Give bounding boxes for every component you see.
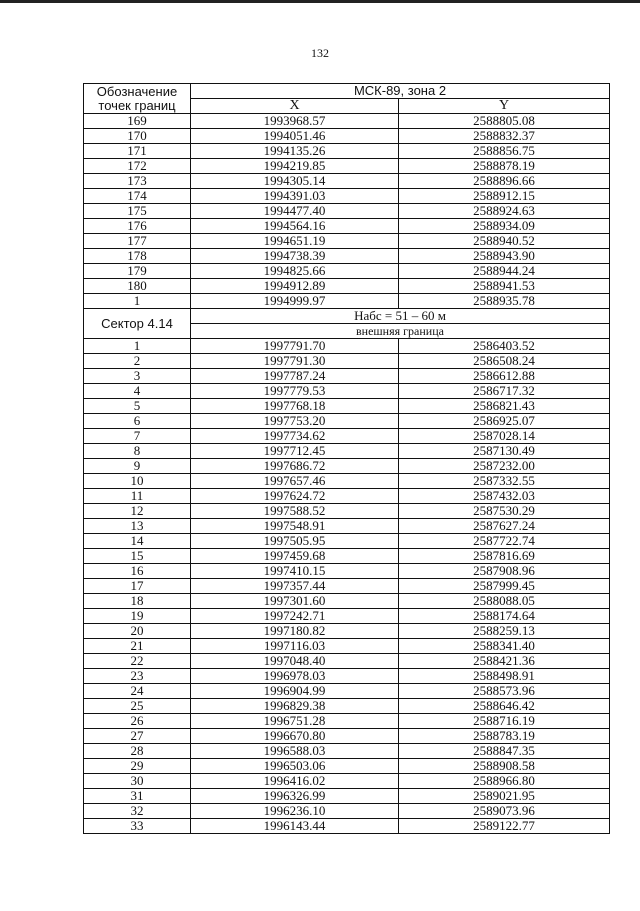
point-number-cell: 2 <box>84 354 191 369</box>
y-coordinate-cell: 2588646.42 <box>399 699 610 714</box>
table-row <box>84 114 610 129</box>
x-coordinate-cell: 1994051.46 <box>191 129 399 144</box>
x-coordinate-cell: 1997779.53 <box>191 384 399 399</box>
point-number-cell: 10 <box>84 474 191 489</box>
y-coordinate-cell: 2588498.91 <box>399 669 610 684</box>
point-number-cell: 12 <box>84 504 191 519</box>
y-coordinate-cell: 2588908.58 <box>399 759 610 774</box>
y-coordinate-cell: 2588832.37 <box>399 129 610 144</box>
table-row <box>84 579 610 594</box>
y-coordinate-cell: 2588573.96 <box>399 684 610 699</box>
x-coordinate-cell: 1994564.16 <box>191 219 399 234</box>
point-number-cell: 30 <box>84 774 191 789</box>
y-coordinate-cell: 2588341.40 <box>399 639 610 654</box>
table-row <box>84 624 610 639</box>
table-row <box>84 564 610 579</box>
y-coordinate-cell: 2587130.49 <box>399 444 610 459</box>
point-number-cell: 26 <box>84 714 191 729</box>
y-column-header: Y <box>399 99 610 114</box>
point-number-cell: 172 <box>84 159 191 174</box>
y-coordinate-cell: 2587627.24 <box>399 519 610 534</box>
x-coordinate-cell: 1994738.39 <box>191 249 399 264</box>
y-coordinate-cell: 2586508.24 <box>399 354 610 369</box>
point-label-line1: Обозначение <box>96 83 178 99</box>
point-number-cell: 18 <box>84 594 191 609</box>
x-coordinate-cell: 1994999.97 <box>191 294 399 309</box>
table-row <box>84 639 610 654</box>
table-row <box>84 264 610 279</box>
point-number-cell: 32 <box>84 804 191 819</box>
point-number-cell: 180 <box>84 279 191 294</box>
y-coordinate-cell: 2586612.88 <box>399 369 610 384</box>
scan-edge <box>0 0 640 3</box>
x-coordinate-cell: 1997712.45 <box>191 444 399 459</box>
y-coordinate-cell: 2588940.52 <box>399 234 610 249</box>
table-row <box>84 189 610 204</box>
x-coordinate-cell: 1997048.40 <box>191 654 399 669</box>
x-coordinate-cell: 1994651.19 <box>191 234 399 249</box>
table-row <box>84 699 610 714</box>
y-coordinate-cell: 2587908.96 <box>399 564 610 579</box>
point-number-cell: 5 <box>84 399 191 414</box>
y-coordinate-cell: 2589073.96 <box>399 804 610 819</box>
table-row <box>84 399 610 414</box>
point-number-cell: 7 <box>84 429 191 444</box>
x-coordinate-cell: 1997357.44 <box>191 579 399 594</box>
x-coordinate-cell: 1997753.20 <box>191 414 399 429</box>
point-number-cell: 176 <box>84 219 191 234</box>
coordinate-system-header: МСК-89, зона 2 <box>191 84 610 99</box>
table-row <box>84 609 610 624</box>
x-coordinate-cell: 1997657.46 <box>191 474 399 489</box>
point-number-cell: 4 <box>84 384 191 399</box>
point-number-cell: 169 <box>84 114 191 129</box>
point-number-cell: 9 <box>84 459 191 474</box>
x-coordinate-cell: 1996751.28 <box>191 714 399 729</box>
y-coordinate-cell: 2588805.08 <box>399 114 610 129</box>
sector-boundary: внешняя граница <box>191 324 610 339</box>
point-number-cell: 178 <box>84 249 191 264</box>
sector-row <box>84 309 610 324</box>
y-coordinate-cell: 2588912.15 <box>399 189 610 204</box>
y-coordinate-cell: 2587232.00 <box>399 459 610 474</box>
point-number-cell: 14 <box>84 534 191 549</box>
y-coordinate-cell: 2586717.32 <box>399 384 610 399</box>
table-row <box>84 129 610 144</box>
table-row <box>84 459 610 474</box>
x-coordinate-cell: 1997410.15 <box>191 564 399 579</box>
y-coordinate-cell: 2588783.19 <box>399 729 610 744</box>
table-row <box>84 714 610 729</box>
point-number-cell: 3 <box>84 369 191 384</box>
x-coordinate-cell: 1994477.40 <box>191 204 399 219</box>
point-number-cell: 17 <box>84 579 191 594</box>
x-coordinate-cell: 1996503.06 <box>191 759 399 774</box>
table-row <box>84 249 610 264</box>
x-coordinate-cell: 1997588.52 <box>191 504 399 519</box>
table-row <box>84 369 610 384</box>
point-number-cell: 170 <box>84 129 191 144</box>
table-row <box>84 549 610 564</box>
x-coordinate-cell: 1997791.70 <box>191 339 399 354</box>
point-number-cell: 15 <box>84 549 191 564</box>
sector-height-range: Набс = 51 – 60 м <box>191 309 610 324</box>
point-number-cell: 1 <box>84 294 191 309</box>
y-coordinate-cell: 2588941.53 <box>399 279 610 294</box>
y-coordinate-cell: 2588943.90 <box>399 249 610 264</box>
table-row <box>84 444 610 459</box>
point-number-cell: 16 <box>84 564 191 579</box>
y-coordinate-cell: 2587722.74 <box>399 534 610 549</box>
point-number-cell: 20 <box>84 624 191 639</box>
y-coordinate-cell: 2586821.43 <box>399 399 610 414</box>
table-row <box>84 819 610 834</box>
point-number-cell: 23 <box>84 669 191 684</box>
x-coordinate-cell: 1994305.14 <box>191 174 399 189</box>
page-number: 132 <box>311 46 329 60</box>
x-coordinate-cell: 1997505.95 <box>191 534 399 549</box>
point-number-cell: 25 <box>84 699 191 714</box>
y-coordinate-cell: 2588847.35 <box>399 744 610 759</box>
table-row <box>84 429 610 444</box>
y-coordinate-cell: 2589122.77 <box>399 819 610 834</box>
table-row <box>84 414 610 429</box>
point-number-cell: 171 <box>84 144 191 159</box>
table-row <box>84 174 610 189</box>
y-coordinate-cell: 2588935.78 <box>399 294 610 309</box>
point-number-cell: 11 <box>84 489 191 504</box>
x-coordinate-cell: 1997768.18 <box>191 399 399 414</box>
point-number-cell: 33 <box>84 819 191 834</box>
y-coordinate-cell: 2588088.05 <box>399 594 610 609</box>
x-coordinate-cell: 1994391.03 <box>191 189 399 204</box>
coordinates-table <box>83 83 610 834</box>
table-row <box>84 294 610 309</box>
x-coordinate-cell: 1997787.24 <box>191 369 399 384</box>
y-coordinate-cell: 2587028.14 <box>399 429 610 444</box>
x-coordinate-cell: 1997734.62 <box>191 429 399 444</box>
first-block-rows <box>84 114 610 309</box>
y-coordinate-cell: 2588944.24 <box>399 264 610 279</box>
point-number-cell: 8 <box>84 444 191 459</box>
table-row <box>84 384 610 399</box>
x-coordinate-cell: 1996143.44 <box>191 819 399 834</box>
x-coordinate-cell: 1997242.71 <box>191 609 399 624</box>
y-coordinate-cell: 2588856.75 <box>399 144 610 159</box>
point-number-cell: 179 <box>84 264 191 279</box>
table-row <box>84 774 610 789</box>
table-row <box>84 654 610 669</box>
table-row <box>84 219 610 234</box>
x-coordinate-cell: 1996829.38 <box>191 699 399 714</box>
table-row <box>84 804 610 819</box>
point-number-cell: 27 <box>84 729 191 744</box>
x-coordinate-cell: 1997459.68 <box>191 549 399 564</box>
x-coordinate-cell: 1994135.26 <box>191 144 399 159</box>
x-coordinate-cell: 1994912.89 <box>191 279 399 294</box>
x-coordinate-cell: 1996670.80 <box>191 729 399 744</box>
y-coordinate-cell: 2588878.19 <box>399 159 610 174</box>
table-row <box>84 729 610 744</box>
point-number-cell: 28 <box>84 744 191 759</box>
y-coordinate-cell: 2587530.29 <box>399 504 610 519</box>
x-coordinate-cell: 1996236.10 <box>191 804 399 819</box>
table-row <box>84 354 610 369</box>
point-number-cell: 6 <box>84 414 191 429</box>
table-row <box>84 519 610 534</box>
table-row <box>84 204 610 219</box>
point-number-cell: 1 <box>84 339 191 354</box>
y-coordinate-cell: 2588716.19 <box>399 714 610 729</box>
x-coordinate-cell: 1997116.03 <box>191 639 399 654</box>
x-coordinate-cell: 1997624.72 <box>191 489 399 504</box>
y-coordinate-cell: 2588421.36 <box>399 654 610 669</box>
table-row <box>84 489 610 504</box>
x-coordinate-cell: 1993968.57 <box>191 114 399 129</box>
x-coordinate-cell: 1997791.30 <box>191 354 399 369</box>
point-label-line2: точек границ <box>98 97 176 113</box>
table-row <box>84 144 610 159</box>
sector-name: Сектор 4.14 <box>84 309 191 339</box>
point-number-cell: 29 <box>84 759 191 774</box>
sector-block-rows <box>84 339 610 834</box>
point-label-header <box>84 84 191 114</box>
x-coordinate-cell: 1996588.03 <box>191 744 399 759</box>
point-number-cell: 31 <box>84 789 191 804</box>
point-number-cell: 19 <box>84 609 191 624</box>
table-row <box>84 759 610 774</box>
table-row <box>84 684 610 699</box>
y-coordinate-cell: 2588966.80 <box>399 774 610 789</box>
y-coordinate-cell: 2589021.95 <box>399 789 610 804</box>
point-number-cell: 22 <box>84 654 191 669</box>
table-row <box>84 234 610 249</box>
x-coordinate-cell: 1996904.99 <box>191 684 399 699</box>
y-coordinate-cell: 2588259.13 <box>399 624 610 639</box>
table-row <box>84 504 610 519</box>
table-row <box>84 594 610 609</box>
y-coordinate-cell: 2588174.64 <box>399 609 610 624</box>
y-coordinate-cell: 2587332.55 <box>399 474 610 489</box>
point-number-cell: 173 <box>84 174 191 189</box>
table-row <box>84 279 610 294</box>
y-coordinate-cell: 2586403.52 <box>399 339 610 354</box>
table-row <box>84 789 610 804</box>
point-number-cell: 174 <box>84 189 191 204</box>
point-number-cell: 13 <box>84 519 191 534</box>
table-row <box>84 669 610 684</box>
x-coordinate-cell: 1996326.99 <box>191 789 399 804</box>
x-coordinate-cell: 1996978.03 <box>191 669 399 684</box>
point-number-cell: 175 <box>84 204 191 219</box>
x-coordinate-cell: 1994219.85 <box>191 159 399 174</box>
point-number-cell: 24 <box>84 684 191 699</box>
x-coordinate-cell: 1997686.72 <box>191 459 399 474</box>
y-coordinate-cell: 2587999.45 <box>399 579 610 594</box>
table-row <box>84 474 610 489</box>
x-column-header: X <box>191 99 399 114</box>
point-number-cell: 21 <box>84 639 191 654</box>
y-coordinate-cell: 2587816.69 <box>399 549 610 564</box>
y-coordinate-cell: 2587432.03 <box>399 489 610 504</box>
point-number-cell: 177 <box>84 234 191 249</box>
table-row <box>84 534 610 549</box>
x-coordinate-cell: 1996416.02 <box>191 774 399 789</box>
x-coordinate-cell: 1997301.60 <box>191 594 399 609</box>
table-row <box>84 744 610 759</box>
x-coordinate-cell: 1994825.66 <box>191 264 399 279</box>
table-row <box>84 159 610 174</box>
x-coordinate-cell: 1997180.82 <box>191 624 399 639</box>
y-coordinate-cell: 2588924.63 <box>399 204 610 219</box>
y-coordinate-cell: 2588934.09 <box>399 219 610 234</box>
y-coordinate-cell: 2586925.07 <box>399 414 610 429</box>
y-coordinate-cell: 2588896.66 <box>399 174 610 189</box>
x-coordinate-cell: 1997548.91 <box>191 519 399 534</box>
table-row <box>84 339 610 354</box>
